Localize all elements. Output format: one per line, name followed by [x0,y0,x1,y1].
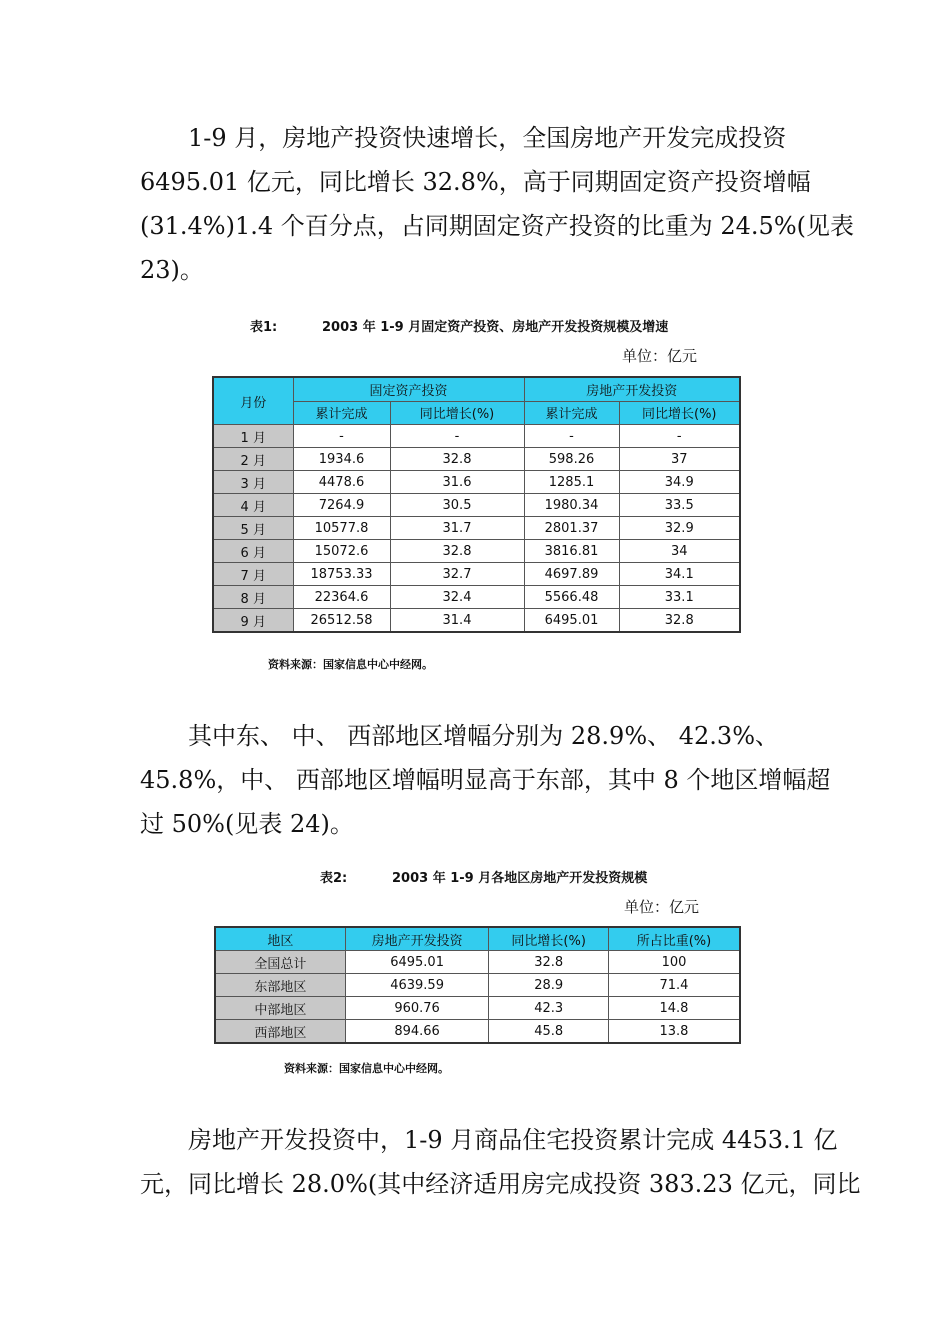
paragraph-line: 过 50%(见表 24)。 [140,810,354,838]
paragraph-2 [140,714,831,846]
re-yoy-cell: 34.1 [619,563,740,586]
table-row [213,540,740,563]
re-cum-cell: 3816.81 [524,540,619,563]
fa-cum-cell: 26512.58 [293,609,390,633]
month-cell: 7 月 [213,563,293,586]
header-investment: 房地产开发投资 [345,927,489,951]
paragraph-line: 1-9 月，房地产投资快速增长，全国房地产开发完成投资 [188,124,787,152]
re-cum-cell: 4697.89 [524,563,619,586]
fa-cum-cell: 4478.6 [293,471,390,494]
fa-yoy-cell: 32.7 [390,563,524,586]
region-cell: 西部地区 [215,1020,345,1044]
header-share: 所占比重(%) [608,927,740,951]
table-row [213,586,740,609]
fa-yoy-cell: 31.6 [390,471,524,494]
month-cell: 9 月 [213,609,293,633]
table1-caption-title: 2003 年 1-9 月固定资产投资、房地产开发投资规模及增速 [322,320,669,335]
table2-source: 资料来源：国家信息中心中经网。 [284,1062,449,1075]
subheader-yoy: 同比增长(%) [619,401,740,425]
re-cum-cell: 1285.1 [524,471,619,494]
table-row [213,609,740,633]
fa-yoy-cell: 32.4 [390,586,524,609]
table-row [213,471,740,494]
paragraph-1 [140,116,854,292]
month-cell: 1 月 [213,425,293,448]
table1-source: 资料来源：国家信息中心中经网。 [268,658,433,671]
subheader-yoy: 同比增长(%) [390,401,524,425]
paragraph-line: 23)。 [140,256,204,284]
re-yoy-cell: 32.9 [619,517,740,540]
table-row [215,1020,740,1044]
re-cum-cell: 5566.48 [524,586,619,609]
re-yoy-cell: 33.5 [619,494,740,517]
paragraph-line: 6495.01 亿元，同比增长 32.8%，高于同期固定资产投资增幅 [140,168,811,196]
table2-unit: 单位：亿元 [624,898,700,916]
paragraph-line: 45.8%，中、 西部地区增幅明显高于东部，其中 8 个地区增幅超 [140,766,831,794]
re-cum-cell: 598.26 [524,448,619,471]
header-real-estate: 房地产开发投资 [524,377,740,401]
paragraph-line: 其中东、 中、 西部地区增幅分别为 28.9%、 42.3%、 [188,722,779,750]
paragraph-3 [140,1118,861,1206]
fa-yoy-cell: 31.4 [390,609,524,633]
table-fixed-asset-realestate [212,376,741,633]
fa-cum-cell: 7264.9 [293,494,390,517]
month-cell: 8 月 [213,586,293,609]
investment-cell: 4639.59 [345,974,489,997]
share-cell: 100 [608,951,740,974]
fa-yoy-cell: 32.8 [390,540,524,563]
fa-yoy-cell: 32.8 [390,448,524,471]
paragraph-line: 房地产开发投资中，1-9 月商品住宅投资累计完成 4453.1 亿 [188,1126,838,1154]
table-row [215,997,740,1020]
share-cell: 13.8 [608,1020,740,1044]
re-yoy-cell: 34.9 [619,471,740,494]
table-row [213,517,740,540]
yoy-cell: 28.9 [489,974,609,997]
table-regional-investment [214,926,741,1044]
region-cell: 全国总计 [215,951,345,974]
share-cell: 71.4 [608,974,740,997]
header-region: 地区 [215,927,345,951]
month-cell: 3 月 [213,471,293,494]
table-row [213,448,740,471]
re-yoy-cell: 32.8 [619,609,740,633]
investment-cell: 894.66 [345,1020,489,1044]
table-row [213,494,740,517]
table-row [213,425,740,448]
month-cell: 2 月 [213,448,293,471]
fa-cum-cell: 1934.6 [293,448,390,471]
table-row [213,563,740,586]
re-yoy-cell: 37 [619,448,740,471]
fa-yoy-cell: - [390,425,524,448]
yoy-cell: 45.8 [489,1020,609,1044]
region-cell: 中部地区 [215,997,345,1020]
fa-cum-cell: 10577.8 [293,517,390,540]
month-cell: 6 月 [213,540,293,563]
yoy-cell: 42.3 [489,997,609,1020]
fa-cum-cell: 15072.6 [293,540,390,563]
month-cell: 4 月 [213,494,293,517]
fa-yoy-cell: 31.7 [390,517,524,540]
month-cell: 5 月 [213,517,293,540]
re-yoy-cell: 34 [619,540,740,563]
header-fixed-asset: 固定资产投资 [293,377,524,401]
table1-unit: 单位：亿元 [622,347,698,365]
paragraph-line: (31.4%)1.4 个百分点，占同期固定资产投资的比重为 24.5%(见表 [140,212,854,240]
share-cell: 14.8 [608,997,740,1020]
table2-caption-title: 2003 年 1-9 月各地区房地产开发投资规模 [392,871,648,886]
subheader-cumulative: 累计完成 [293,401,390,425]
region-cell: 东部地区 [215,974,345,997]
investment-cell: 6495.01 [345,951,489,974]
re-cum-cell: 2801.37 [524,517,619,540]
header-month: 月份 [213,377,293,425]
fa-yoy-cell: 30.5 [390,494,524,517]
re-cum-cell: 6495.01 [524,609,619,633]
investment-cell: 960.76 [345,997,489,1020]
table-row [215,974,740,997]
header-yoy: 同比增长(%) [489,927,609,951]
yoy-cell: 32.8 [489,951,609,974]
table1-caption-label: 表1: [250,320,278,335]
table2-caption-label: 表2: [320,871,348,886]
paragraph-line: 元，同比增长 28.0%(其中经济适用房完成投资 383.23 亿元，同比 [140,1170,861,1198]
fa-cum-cell: 18753.33 [293,563,390,586]
re-cum-cell: - [524,425,619,448]
re-yoy-cell: - [619,425,740,448]
subheader-cumulative: 累计完成 [524,401,619,425]
fa-cum-cell: 22364.6 [293,586,390,609]
re-yoy-cell: 33.1 [619,586,740,609]
table-row [215,951,740,974]
fa-cum-cell: - [293,425,390,448]
re-cum-cell: 1980.34 [524,494,619,517]
